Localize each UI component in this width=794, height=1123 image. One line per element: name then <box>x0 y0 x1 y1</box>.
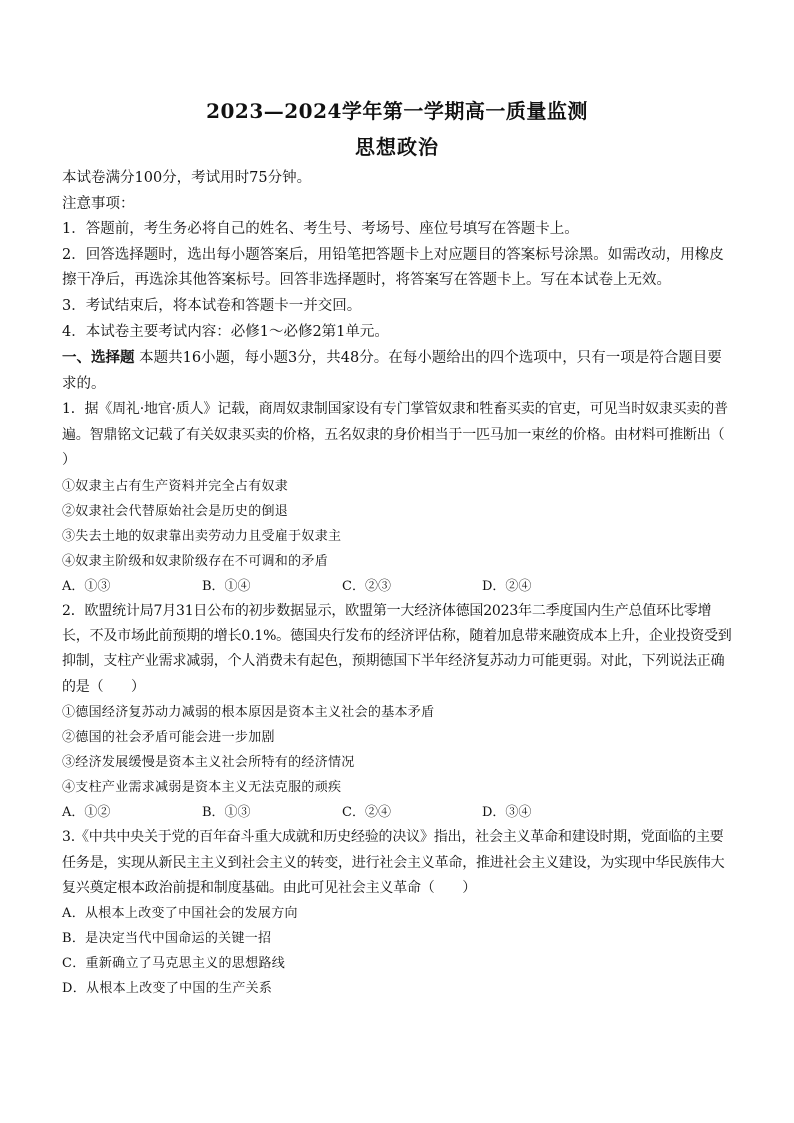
choice-a: A．①② <box>62 805 111 821</box>
note-4: 4．本试卷主要考试内容：必修1～必修2第1单元。 <box>62 323 389 340</box>
question-stem: 3.《中共中央关于党的百年奋斗重大成就和历史经验的决议》指出，社会主义革命和建设时期，党面临的主要任务是，实现从新民主主义到社会主义的转变，进行社会主义革命，推进社会主义建设，为实现中华民族伟大复兴奠定根本政治前提和制度基础。由此可见社会主义革命（ ） <box>62 829 725 896</box>
choice-b: B．是决定当代中国命运的关键一招 <box>62 931 272 947</box>
choice-a: A．从根本上改变了中国社会的发展方向 <box>62 906 298 922</box>
question-stem: 1．据《周礼·地官·质人》记载，商周奴隶制国家设有专门掌管奴隶和牲畜买卖的官吏，可见当时奴隶买卖的普遍。智鼎铭文记载了有关奴隶买卖的价格，五名奴隶的身价相当于一匹马加一束丝的价格。由材料可推断出（ ） <box>62 401 753 469</box>
choice-c: C．②③ <box>342 578 391 594</box>
note-1: 1．答题前，考生务必将自己的姓名、考生号、考场号、座位号填写在答题卡上。 <box>62 221 579 238</box>
notes-label: 注意事项： <box>62 195 135 212</box>
statement-item: ②奴隶社会代替原始社会是历史的倒退 <box>62 503 289 519</box>
question-stem: 2．欧盟统计局7月31日公布的初步数据显示，欧盟第一大经济体德国2023年二季度国内生产总值环比零增长，不及市场此前预期的增长0.1%。德国央行发布的经济评估称，随着加息带来融资成本上升，企业投资受到抑制，支柱产业需求减弱，个人消费未有起色，预期德国下半年经济复苏动力可能更弱。对此，下列说法正确的是（ ） <box>62 602 732 695</box>
choice-c: C．②④ <box>342 805 391 821</box>
exam-title: 2023—2024学年第一学期高一质量监测 <box>206 99 588 123</box>
question-1 <box>62 397 753 598</box>
question-3 <box>62 825 732 1001</box>
choice-c: C．重新确立了马克思主义的思想路线 <box>62 956 286 972</box>
note-3: 3．考试结束后，将本试卷和答题卡一并交回。 <box>62 297 362 314</box>
section-label: 一、选择题 <box>62 349 135 367</box>
statement-item: ②德国的社会矛盾可能会进一步加剧 <box>62 730 275 746</box>
choice-b: B．①③ <box>202 805 251 821</box>
question-2 <box>62 599 732 826</box>
section-description: 本题共16小题，每小题3分，共48分。在每小题给出的四个选项中，只有一项是符合题目要求的。 <box>62 350 722 392</box>
score-line: 本试卷满分100分，考试用时75分钟。 <box>62 170 312 186</box>
statement-item: ③失去土地的奴隶靠出卖劳动力且受雇于奴隶主 <box>62 528 342 544</box>
statement-item: ④奴隶主阶级和奴隶阶级存在不可调和的矛盾 <box>62 553 329 569</box>
choice-b: B．①④ <box>202 578 251 594</box>
choice-d: D．②④ <box>482 578 532 594</box>
note-2: 2．回答选择题时，选出每小题答案后，用铅笔把答题卡上对应题目的答案标号涂黑。如需改动，用橡皮擦干净后，再选涂其他答案标号。回答非选择题时，将答案写在答题卡上。写在本试卷上无效。 <box>62 246 724 289</box>
choice-d: D．从根本上改变了中国的生产关系 <box>62 981 273 997</box>
answer-choices <box>62 574 732 599</box>
statement-item: ①奴隶主占有生产资料并完全占有奴隶 <box>62 478 289 494</box>
statement-item: ①德国经济复苏动力减弱的根本原因是资本主义社会的基本矛盾 <box>62 705 435 721</box>
choice-a: A．①③ <box>62 578 111 594</box>
statement-item: ④支柱产业需求减弱是资本主义无法克服的顽疾 <box>62 780 342 796</box>
subject-title: 思想政治 <box>355 135 439 159</box>
section-heading <box>62 345 732 397</box>
choice-d: D．③④ <box>482 805 532 821</box>
statement-item: ③经济发展缓慢是资本主义社会所特有的经济情况 <box>62 755 355 771</box>
answer-choices <box>62 800 732 825</box>
